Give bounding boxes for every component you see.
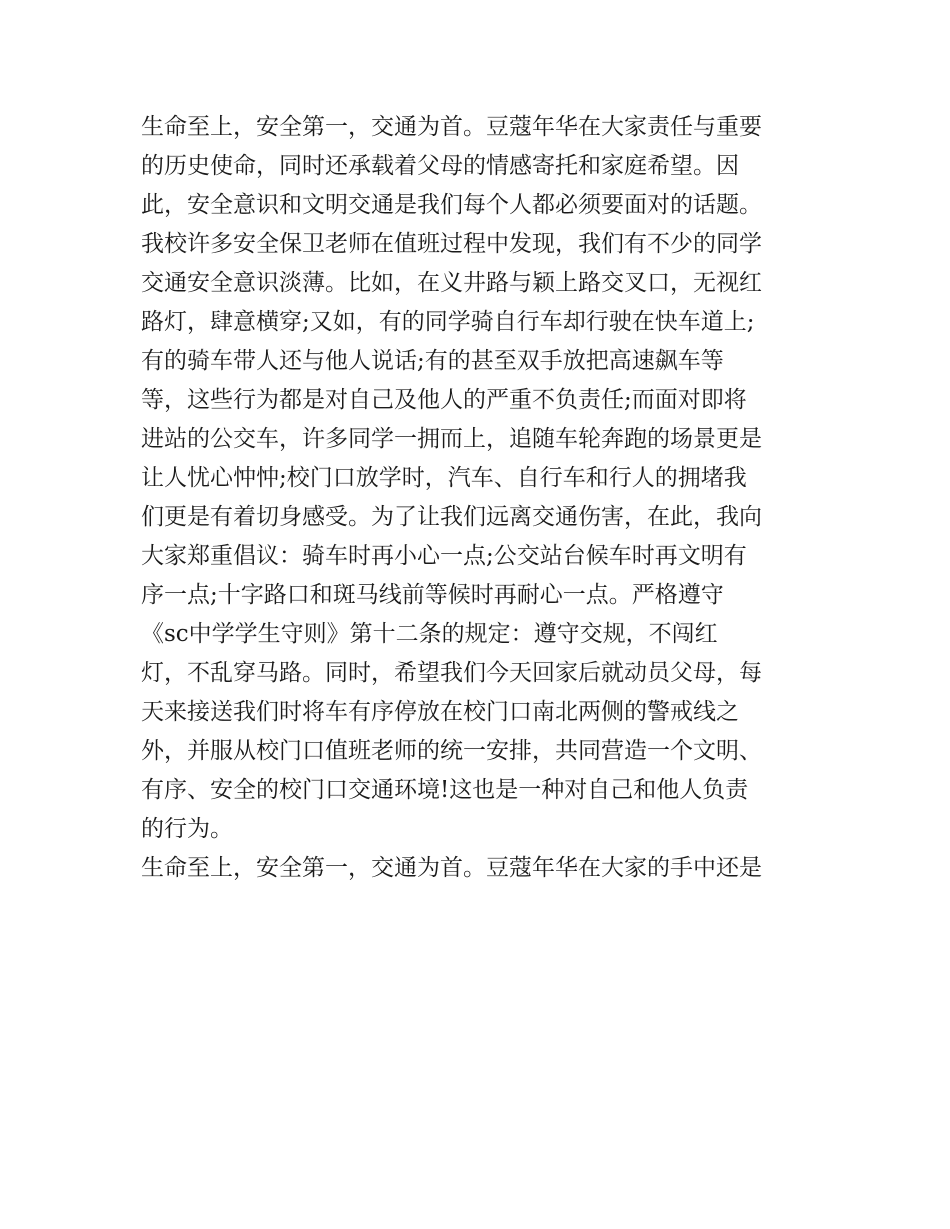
text-line: 天来接送我们时将车有序停放在校门口南北两侧的警戒线之 [141,699,739,725]
text-line: 生命至上，安全第一，交通为首。豆蔻年华在大家责任与重要 [141,114,762,140]
text-line: 让人忧心忡忡;校门口放学时，汽车、自行车和行人的拥堵我 [141,465,747,491]
paragraph [141,108,821,849]
text-line: 的历史使命，同时还承载着父母的情感寄托和家庭希望。因 [141,153,739,179]
text-line: 《sc中学学生守则》第十二条的规定：遵守交规，不闯红 [141,621,718,647]
text-line: 的行为。 [141,816,233,842]
text-line: 生命至上，安全第一，交通为首。豆蔻年华在大家的手中还是 [141,855,762,881]
text-line: 灯，不乱穿马路。同时，希望我们今天回家后就动员父母，每 [141,660,762,686]
text-line: 我校许多安全保卫老师在值班过程中发现，我们有不少的同学 [141,231,762,257]
paragraph [141,849,821,888]
text-line: 大家郑重倡议：骑车时再小心一点;公交站台候车时再文明有 [141,543,747,569]
text-line: 有序、安全的校门口交通环境!这也是一种对自己和他人负责 [141,777,749,803]
text-line: 有的骑车带人还与他人说话;有的甚至双手放把高速飙车等 [141,348,724,374]
text-line: 路灯，肆意横穿;又如，有的同学骑自行车却行驶在快车道上; [141,309,755,335]
text-line: 此，安全意识和文明交通是我们每个人都必须要面对的话题。 [141,192,762,218]
document-body [141,108,821,888]
text-line: 进站的公交车，许多同学一拥而上，追随车轮奔跑的场景更是 [141,426,762,452]
text-line: 等，这些行为都是对自己及他人的严重不负责任;而面对即将 [141,387,747,413]
text-line: 外，并服从校门口值班老师的统一安排，共同营造一个文明、 [141,738,762,764]
text-line: 交通安全意识淡薄。比如，在义井路与颖上路交叉口，无视红 [141,270,762,296]
text-line: 序一点;十字路口和斑马线前等候时再耐心一点。严格遵守 [141,582,724,608]
text-line: 们更是有着切身感受。为了让我们远离交通伤害，在此，我向 [141,504,762,530]
